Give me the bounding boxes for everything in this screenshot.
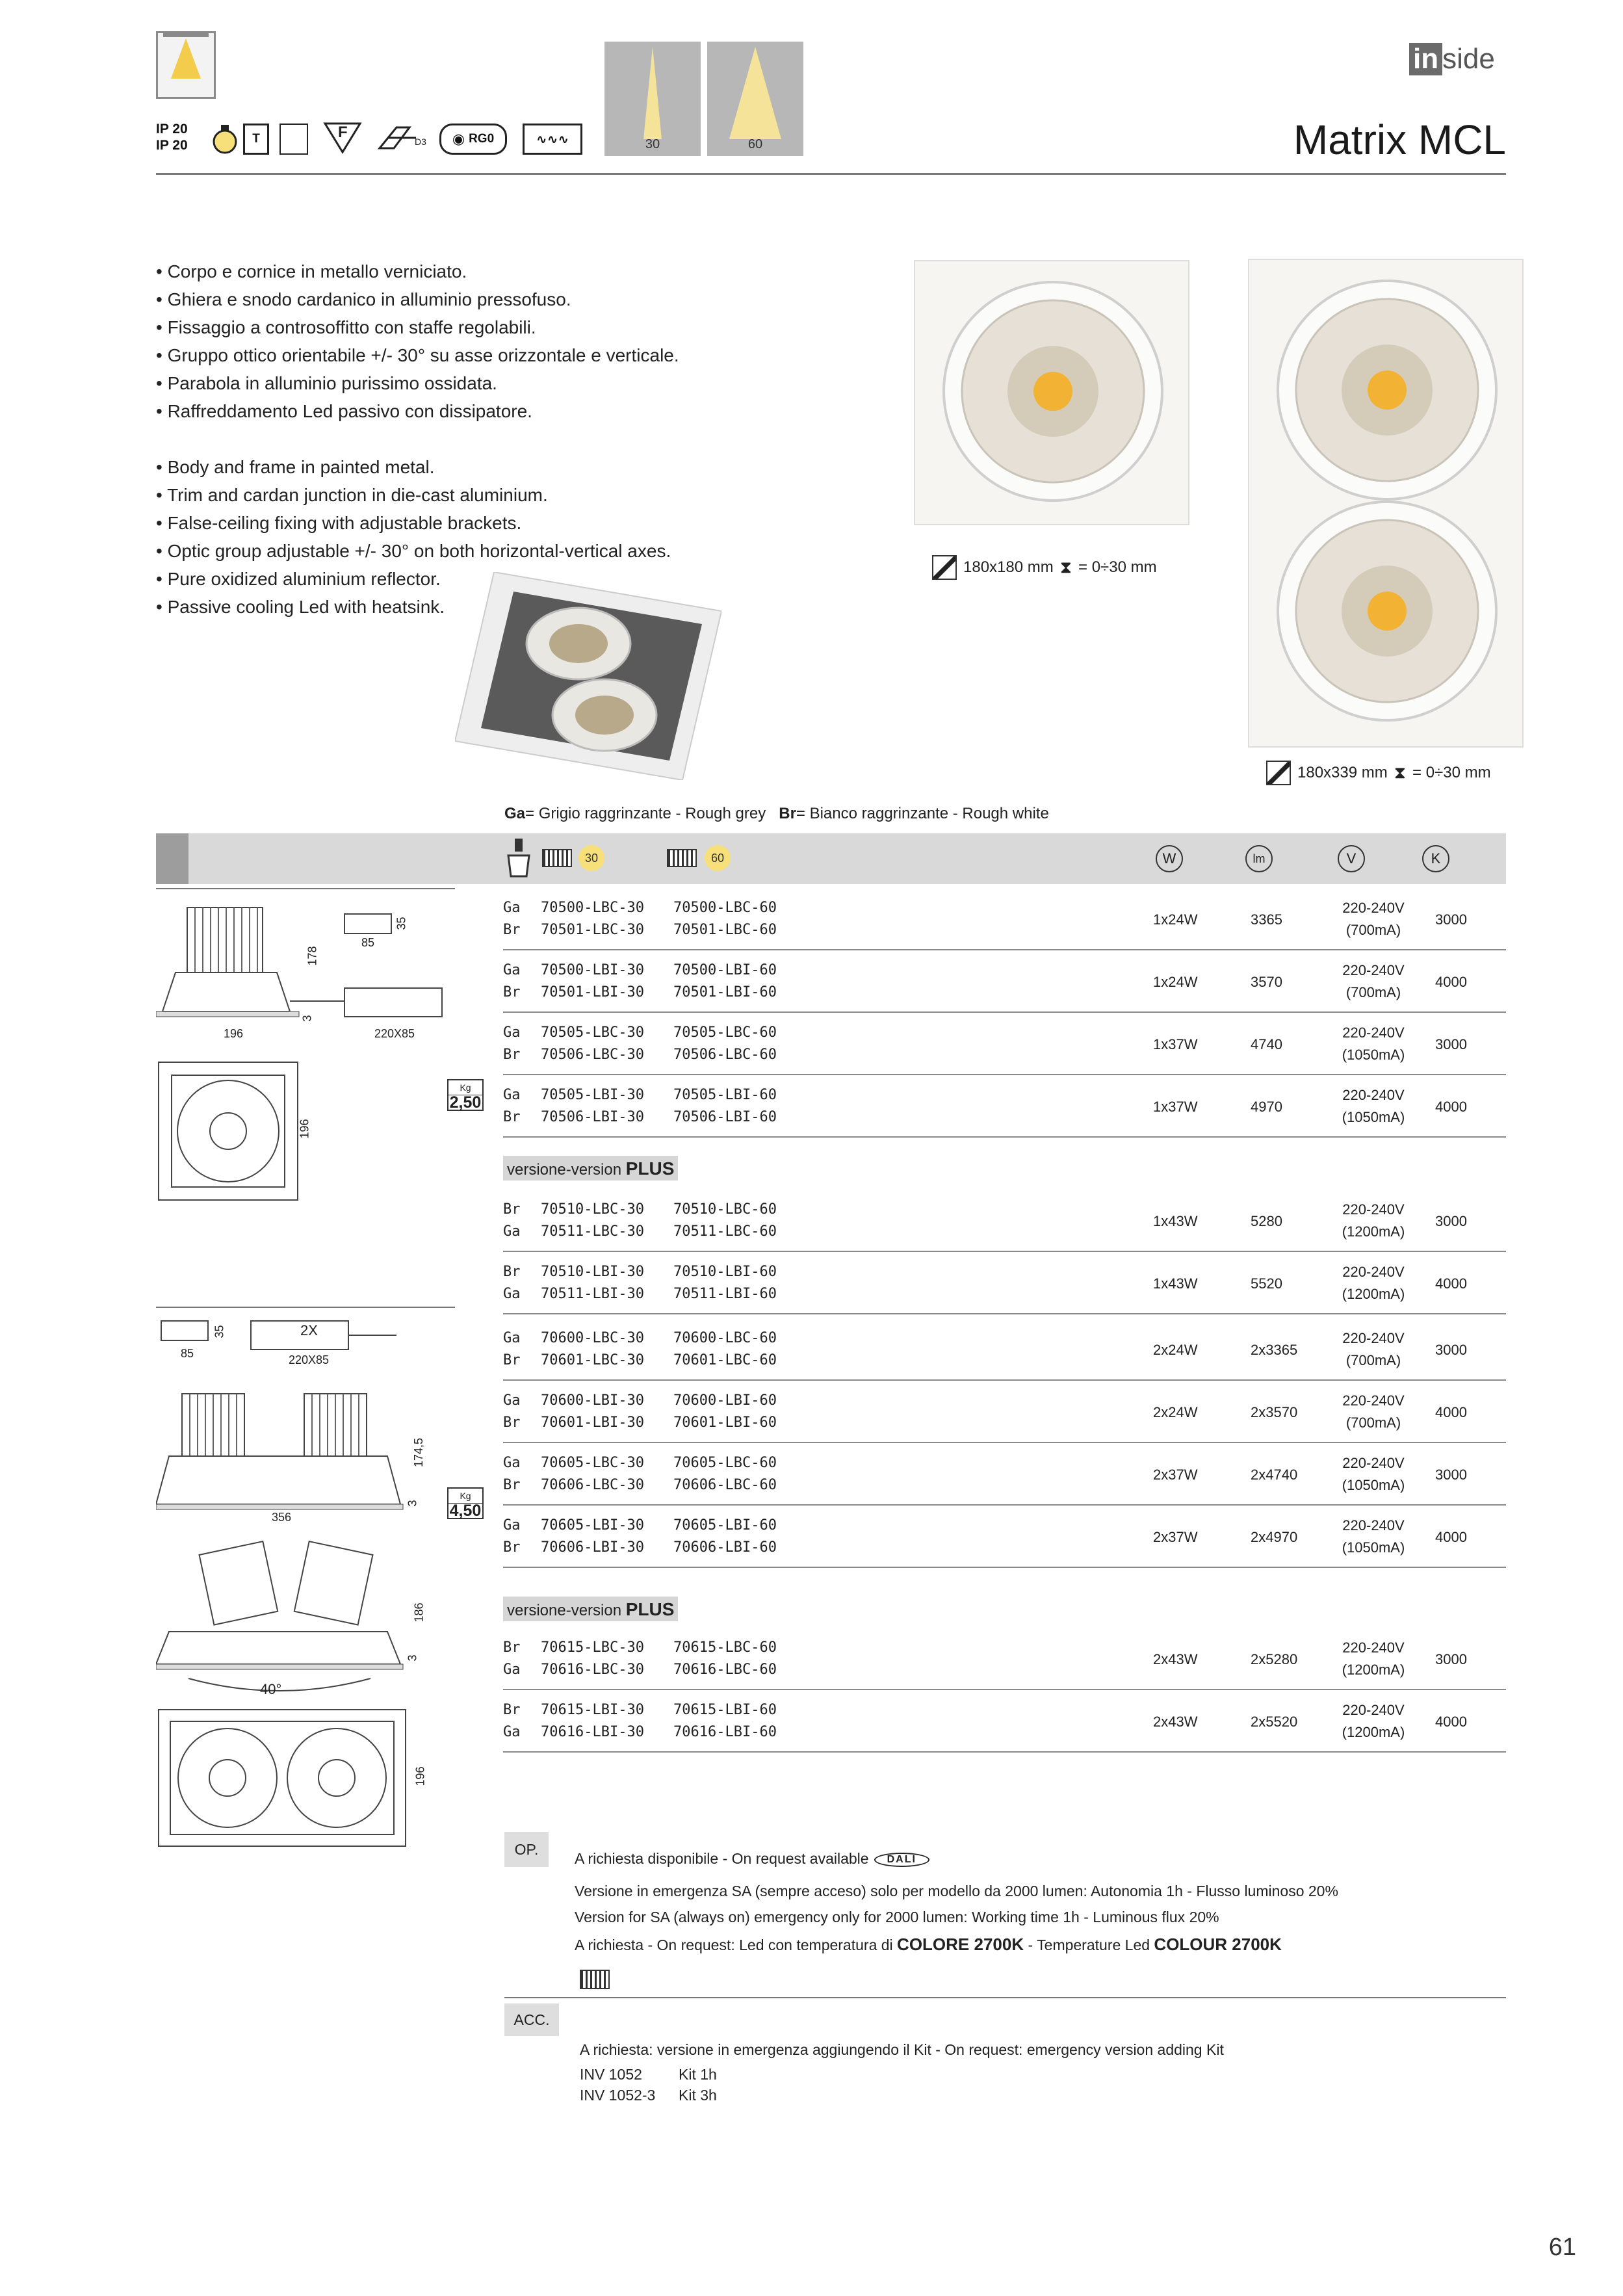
double-caption bbox=[1266, 761, 1491, 785]
current: (1200mA) bbox=[1342, 1286, 1405, 1302]
kit-code: INV 1052-3 bbox=[580, 2087, 656, 2104]
kelvin: 4000 bbox=[1435, 1275, 1467, 1292]
current: (1050mA) bbox=[1342, 1539, 1405, 1556]
voltage: 220-240V bbox=[1342, 1702, 1405, 1718]
finish: Ga bbox=[503, 1330, 521, 1346]
class-ii-icon bbox=[279, 124, 308, 155]
note-emergency-en: Version for SA (always on) emergency only for 2000 lumen: Working time 1h - Luminous flux 20% bbox=[575, 1909, 1219, 1925]
cert-t-badge: T bbox=[243, 124, 269, 155]
voltage: 220-240V bbox=[1342, 1517, 1405, 1533]
cert-f-label: F bbox=[338, 124, 348, 141]
plus-prefix: versione-version bbox=[507, 1602, 626, 1619]
code-30: 70615-LBI-30 bbox=[541, 1702, 644, 1718]
kelvin: 4000 bbox=[1435, 1529, 1467, 1545]
table-header-accent bbox=[156, 833, 188, 884]
dim-label: 186 bbox=[412, 1602, 426, 1623]
feature-it: • Ghiera e snodo cardanico in alluminio pressofuso. bbox=[156, 289, 571, 309]
code-30: 70606-LBI-30 bbox=[541, 1539, 644, 1556]
kit-desc: Kit 3h bbox=[679, 2087, 717, 2104]
feature-list bbox=[156, 257, 679, 621]
table-row bbox=[503, 1506, 1506, 1568]
size-icon bbox=[1266, 761, 1291, 785]
current: (1050mA) bbox=[1342, 1109, 1405, 1125]
code-30: 70500-LBC-30 bbox=[541, 900, 644, 916]
table-row bbox=[503, 1443, 1506, 1506]
lumen: 2x4740 bbox=[1251, 1467, 1298, 1483]
dim-label: 178 bbox=[305, 946, 319, 966]
lumen: 2x3365 bbox=[1251, 1342, 1298, 1358]
header-divider bbox=[156, 173, 1506, 175]
double-size: 180x339 mm bbox=[1297, 764, 1388, 781]
emergency-kit-icon bbox=[580, 1970, 610, 1989]
feature-en: • Body and frame in painted metal. bbox=[156, 457, 435, 477]
beam-60-label: 60 bbox=[747, 137, 763, 151]
weight-unit: Kg bbox=[448, 1489, 482, 1504]
watt: 2x37W bbox=[1153, 1529, 1198, 1545]
feature-en: • Pure oxidized aluminium reflector. bbox=[156, 569, 441, 589]
voltage: 220-240V bbox=[1342, 1330, 1405, 1346]
current: (700mA) bbox=[1345, 1352, 1401, 1368]
weight-badge-single bbox=[447, 1079, 484, 1111]
cert-f-badge bbox=[322, 121, 363, 155]
downlight-icon bbox=[156, 31, 216, 99]
kelvin: 3000 bbox=[1435, 911, 1467, 928]
col-kelvin-icon: K bbox=[1422, 845, 1449, 872]
dim-label: 356 bbox=[272, 1511, 292, 1524]
kelvin: 4000 bbox=[1435, 1714, 1467, 1730]
voltage: 220-240V bbox=[1342, 1264, 1405, 1280]
optic-60-icon bbox=[667, 849, 697, 867]
code-30: 70511-LBI-30 bbox=[541, 1286, 644, 1302]
lumen: 2x4970 bbox=[1251, 1529, 1298, 1545]
code-60: 70605-LBI-60 bbox=[673, 1517, 777, 1533]
finish: Br bbox=[503, 1109, 521, 1125]
code-60: 70615-LBI-60 bbox=[673, 1702, 777, 1718]
finish: Ga bbox=[503, 1392, 521, 1409]
feature-it: • Raffreddamento Led passivo con dissipatore. bbox=[156, 401, 532, 421]
product-photo-angled bbox=[455, 572, 721, 780]
voltage: 220-240V bbox=[1342, 1201, 1405, 1218]
dali-logo: DALI bbox=[874, 1853, 929, 1867]
code-60: 70600-LBI-60 bbox=[673, 1392, 777, 1409]
weight-value: 4,50 bbox=[449, 1502, 482, 1520]
notes-divider bbox=[504, 1997, 1506, 1998]
watt: 1x24W bbox=[1153, 974, 1198, 990]
dim-label: 196 bbox=[224, 1027, 244, 1040]
single-caption bbox=[932, 555, 1157, 580]
voltage: 220-240V bbox=[1342, 962, 1405, 978]
code-30: 70601-LBI-30 bbox=[541, 1415, 644, 1431]
code-30: 70506-LBC-30 bbox=[541, 1047, 644, 1063]
finish-icon bbox=[506, 839, 532, 878]
note-colour bbox=[575, 1935, 1282, 1955]
kelvin: 4000 bbox=[1435, 1099, 1467, 1115]
code-60: 70615-LBC-60 bbox=[673, 1639, 777, 1656]
rg0-label: RG0 bbox=[469, 132, 495, 146]
legend-br-code: Br bbox=[779, 805, 796, 822]
beam-60-icon bbox=[707, 42, 803, 156]
finish: Br bbox=[503, 984, 521, 1000]
brand-logo-box: in bbox=[1409, 43, 1442, 75]
weight-unit: Kg bbox=[448, 1080, 482, 1095]
finish: Br bbox=[503, 922, 521, 938]
current: (1200mA) bbox=[1342, 1662, 1405, 1678]
note-on-request bbox=[575, 1850, 929, 1868]
plus-bold: PLUS bbox=[625, 1158, 675, 1179]
code-60: 70510-LBC-60 bbox=[673, 1201, 777, 1218]
finish: Ga bbox=[503, 1223, 521, 1240]
code-60: 70500-LBI-60 bbox=[673, 962, 777, 978]
finish: Br bbox=[503, 1264, 521, 1280]
dim-label: 220X85 bbox=[289, 1353, 330, 1366]
code-60: 70600-LBC-60 bbox=[673, 1330, 777, 1346]
note-emergency-it: Versione in emergenza SA (sempre acceso) solo per modello da 2000 lumen: Autonomia 1h - Flusso luminoso 20% bbox=[575, 1883, 1338, 1899]
eye-icon: ◉ bbox=[452, 131, 465, 147]
kit-code: INV 1052 bbox=[580, 2066, 642, 2083]
table-row bbox=[503, 1690, 1506, 1753]
finish: Ga bbox=[503, 1455, 521, 1471]
ip-rating-1: IP 20 bbox=[156, 122, 188, 137]
legend-ga-text: = Grigio raggrinzante - Rough grey bbox=[525, 805, 766, 822]
table-row bbox=[503, 1318, 1506, 1381]
table-row bbox=[503, 1013, 1506, 1075]
table-row bbox=[503, 1075, 1506, 1138]
code-60: 70505-LBC-60 bbox=[673, 1024, 777, 1041]
dim-label: 174,5 bbox=[412, 1437, 426, 1468]
kelvin: 4000 bbox=[1435, 974, 1467, 990]
code-60: 70606-LBC-60 bbox=[673, 1477, 777, 1493]
dim-label: 2X bbox=[300, 1322, 318, 1338]
code-60: 70616-LBC-60 bbox=[673, 1662, 777, 1678]
feature-it: • Corpo e cornice in metallo verniciato. bbox=[156, 261, 467, 281]
code-60: 70616-LBI-60 bbox=[673, 1724, 777, 1740]
plus-version-label bbox=[503, 1597, 678, 1621]
kelvin: 3000 bbox=[1435, 1467, 1467, 1483]
note-colour-prefix: A richiesta - On request: Led con temperatura di bbox=[575, 1937, 898, 1953]
dimmable-icon: ∿∿∿ bbox=[523, 124, 582, 155]
double-side-drawing bbox=[156, 1316, 455, 1524]
brand-logo-text: side bbox=[1442, 43, 1495, 75]
double-top-drawing bbox=[156, 1707, 435, 1850]
code-30: 70600-LBC-30 bbox=[541, 1330, 644, 1346]
dim-label: 35 bbox=[395, 917, 408, 930]
lumen: 2x5520 bbox=[1251, 1714, 1298, 1730]
watt: 2x24W bbox=[1153, 1342, 1198, 1358]
code-60: 70501-LBI-60 bbox=[673, 984, 777, 1000]
watt: 2x37W bbox=[1153, 1467, 1198, 1483]
dim-label: 3 bbox=[406, 1654, 419, 1662]
finish: Ga bbox=[503, 962, 521, 978]
plus-version-label bbox=[503, 1156, 678, 1181]
code-30: 70506-LBI-30 bbox=[541, 1109, 644, 1125]
lumen: 4970 bbox=[1251, 1099, 1282, 1115]
kelvin: 3000 bbox=[1435, 1213, 1467, 1229]
lumen: 5520 bbox=[1251, 1275, 1282, 1292]
current: (1200mA) bbox=[1342, 1223, 1405, 1240]
optic-60-label: 60 bbox=[705, 845, 731, 871]
voltage: 220-240V bbox=[1342, 1455, 1405, 1471]
section-divider bbox=[156, 888, 455, 889]
single-depth: = 0÷30 mm bbox=[1078, 558, 1157, 576]
voltage: 220-240V bbox=[1342, 1087, 1405, 1103]
op-label: OP. bbox=[504, 1832, 549, 1867]
table-row bbox=[503, 950, 1506, 1013]
code-60: 70500-LBC-60 bbox=[673, 900, 777, 916]
voltage: 220-240V bbox=[1342, 1392, 1405, 1409]
finish: Br bbox=[503, 1539, 521, 1556]
table-row bbox=[503, 1190, 1506, 1252]
code-30: 70510-LBC-30 bbox=[541, 1201, 644, 1218]
current: (1050mA) bbox=[1342, 1477, 1405, 1493]
page-number: 61 bbox=[1548, 2234, 1576, 2261]
watt: 2x24W bbox=[1153, 1404, 1198, 1420]
finish-legend bbox=[504, 805, 1049, 823]
dim-label: 3 bbox=[300, 1015, 314, 1022]
current: (1200mA) bbox=[1342, 1724, 1405, 1740]
energy-d3-icon bbox=[377, 122, 430, 155]
lumen: 2x3570 bbox=[1251, 1404, 1298, 1420]
col-lumen-icon: lm bbox=[1245, 845, 1273, 872]
finish: Br bbox=[503, 1639, 521, 1656]
finish: Br bbox=[503, 1702, 521, 1718]
plus-bold: PLUS bbox=[625, 1599, 675, 1619]
finish: Ga bbox=[503, 1662, 521, 1678]
kelvin: 3000 bbox=[1435, 1036, 1467, 1052]
weight-value: 2,50 bbox=[449, 1093, 482, 1112]
kelvin: 3000 bbox=[1435, 1651, 1467, 1667]
current: (1050mA) bbox=[1342, 1047, 1405, 1063]
code-30: 70510-LBI-30 bbox=[541, 1264, 644, 1280]
code-30: 70616-LBC-30 bbox=[541, 1662, 644, 1678]
lumen: 3365 bbox=[1251, 911, 1282, 928]
finish: Br bbox=[503, 1477, 521, 1493]
code-30: 70600-LBI-30 bbox=[541, 1392, 644, 1409]
table-header-band bbox=[156, 833, 1506, 884]
col-watt-icon: W bbox=[1156, 845, 1183, 872]
dim-label: 85 bbox=[361, 936, 375, 949]
kit-desc: Kit 1h bbox=[679, 2066, 717, 2083]
finish: Br bbox=[503, 1352, 521, 1368]
single-side-drawing bbox=[156, 897, 455, 1053]
dim-label: 40° bbox=[260, 1681, 282, 1697]
depth-icon: ⧗ bbox=[1059, 557, 1072, 577]
watt: 1x37W bbox=[1153, 1099, 1198, 1115]
feature-en: • Passive cooling Led with heatsink. bbox=[156, 597, 445, 617]
dim-label: 85 bbox=[181, 1347, 194, 1360]
watt: 1x24W bbox=[1153, 911, 1198, 928]
col-volt-icon: V bbox=[1338, 845, 1365, 872]
finish: Br bbox=[503, 1201, 521, 1218]
code-60: 70505-LBI-60 bbox=[673, 1087, 777, 1103]
code-60: 70605-LBC-60 bbox=[673, 1455, 777, 1471]
lumen: 3570 bbox=[1251, 974, 1282, 990]
code-30: 70501-LBC-30 bbox=[541, 922, 644, 938]
current: (700mA) bbox=[1345, 1415, 1401, 1431]
single-size: 180x180 mm bbox=[963, 558, 1054, 576]
finish: Ga bbox=[503, 1724, 521, 1740]
brand-logo bbox=[1409, 43, 1495, 75]
code-60: 70511-LBC-60 bbox=[673, 1223, 777, 1240]
energy-d3-label: D3 bbox=[415, 137, 426, 147]
code-30: 70605-LBC-30 bbox=[541, 1455, 644, 1471]
finish: Br bbox=[503, 1415, 521, 1431]
finish: Ga bbox=[503, 1087, 521, 1103]
plus-prefix: versione-version bbox=[507, 1161, 626, 1179]
code-30: 70615-LBC-30 bbox=[541, 1639, 644, 1656]
bulb-icon bbox=[212, 124, 238, 155]
code-60: 70601-LBI-60 bbox=[673, 1415, 777, 1431]
code-30: 70505-LBC-30 bbox=[541, 1024, 644, 1041]
watt: 1x43W bbox=[1153, 1275, 1198, 1292]
product-photo-double bbox=[1248, 259, 1524, 748]
current: (700mA) bbox=[1345, 984, 1401, 1000]
code-30: 70501-LBI-30 bbox=[541, 984, 644, 1000]
kelvin: 4000 bbox=[1435, 1404, 1467, 1420]
kelvin: 3000 bbox=[1435, 1342, 1467, 1358]
table-row bbox=[503, 888, 1506, 950]
code-30: 70601-LBC-30 bbox=[541, 1352, 644, 1368]
feature-en: • Trim and cardan junction in die-cast aluminium. bbox=[156, 485, 548, 505]
beam-30-icon bbox=[604, 42, 701, 156]
voltage: 220-240V bbox=[1342, 1024, 1405, 1041]
double-depth: = 0÷30 mm bbox=[1412, 764, 1491, 781]
watt: 2x43W bbox=[1153, 1714, 1198, 1730]
dim-label: 220X85 bbox=[374, 1027, 415, 1040]
finish: Ga bbox=[503, 1286, 521, 1302]
code-60: 70506-LBC-60 bbox=[673, 1047, 777, 1063]
rg0-badge bbox=[439, 124, 507, 155]
legend-br-text: = Bianco raggrinzante - Rough white bbox=[796, 805, 1049, 822]
feature-en: • Optic group adjustable +/- 30° on both horizontal-vertical axes. bbox=[156, 541, 671, 561]
page-title: Matrix MCL bbox=[1293, 116, 1506, 163]
finish: Br bbox=[503, 1047, 521, 1063]
ip-rating-2: IP 20 bbox=[156, 138, 188, 153]
watt: 1x37W bbox=[1153, 1036, 1198, 1052]
note-colour-it: COLORE 2700K bbox=[897, 1935, 1024, 1954]
code-60: 70601-LBC-60 bbox=[673, 1352, 777, 1368]
dim-label: 196 bbox=[298, 1119, 311, 1139]
finish: Ga bbox=[503, 1517, 521, 1533]
product-photo-single bbox=[914, 260, 1189, 525]
optic-30-icon bbox=[542, 849, 572, 867]
depth-icon: ⧗ bbox=[1394, 763, 1407, 782]
feature-en: • False-ceiling fixing with adjustable brackets. bbox=[156, 513, 522, 533]
watt: 1x43W bbox=[1153, 1213, 1198, 1229]
finish: Ga bbox=[503, 900, 521, 916]
note-on-request-text: A richiesta disponibile - On request available bbox=[575, 1850, 869, 1867]
size-icon bbox=[932, 555, 957, 580]
code-60: 70606-LBI-60 bbox=[673, 1539, 777, 1556]
code-60: 70510-LBI-60 bbox=[673, 1264, 777, 1280]
note-colour-en: COLOUR 2700K bbox=[1154, 1935, 1282, 1954]
table-row bbox=[503, 1252, 1506, 1314]
dim-label: 196 bbox=[413, 1766, 427, 1786]
acc-label: ACC. bbox=[504, 2003, 559, 2036]
section-divider bbox=[156, 1307, 455, 1308]
lumen: 2x5280 bbox=[1251, 1651, 1298, 1667]
optic-30-label: 30 bbox=[578, 845, 604, 871]
code-30: 70505-LBI-30 bbox=[541, 1087, 644, 1103]
feature-it: • Fissaggio a controsoffitto con staffe regolabili. bbox=[156, 317, 536, 337]
ip-ratings bbox=[156, 121, 188, 153]
code-30: 70605-LBI-30 bbox=[541, 1517, 644, 1533]
lumen: 5280 bbox=[1251, 1213, 1282, 1229]
table-row bbox=[503, 1628, 1506, 1690]
code-30: 70616-LBI-30 bbox=[541, 1724, 644, 1740]
note-acc: A richiesta: versione in emergenza aggiungendo il Kit - On request: emergency version adding Kit bbox=[580, 2041, 1224, 2058]
feature-it: • Parabola in alluminio purissimo ossidata. bbox=[156, 373, 497, 393]
beam-30-label: 30 bbox=[645, 137, 660, 151]
feature-it: • Gruppo ottico orientabile +/- 30° su asse orizzontale e verticale. bbox=[156, 345, 679, 365]
code-30: 70511-LBC-30 bbox=[541, 1223, 644, 1240]
voltage: 220-240V bbox=[1342, 1639, 1405, 1656]
lumen: 4740 bbox=[1251, 1036, 1282, 1052]
code-60: 70501-LBC-60 bbox=[673, 922, 777, 938]
voltage: 220-240V bbox=[1342, 900, 1405, 916]
code-60: 70511-LBI-60 bbox=[673, 1286, 777, 1302]
dim-label: 35 bbox=[213, 1325, 226, 1338]
watt: 2x43W bbox=[1153, 1651, 1198, 1667]
double-tilt-drawing bbox=[156, 1534, 455, 1697]
table-row bbox=[503, 1381, 1506, 1443]
current: (700mA) bbox=[1345, 922, 1401, 938]
code-30: 70606-LBC-30 bbox=[541, 1477, 644, 1493]
dim-label: 3 bbox=[406, 1500, 419, 1507]
note-colour-mid: - Temperature Led bbox=[1024, 1937, 1154, 1953]
code-60: 70506-LBI-60 bbox=[673, 1109, 777, 1125]
single-top-drawing bbox=[156, 1060, 311, 1203]
code-30: 70500-LBI-30 bbox=[541, 962, 644, 978]
finish: Ga bbox=[503, 1024, 521, 1041]
legend-ga-code: Ga bbox=[504, 805, 526, 822]
